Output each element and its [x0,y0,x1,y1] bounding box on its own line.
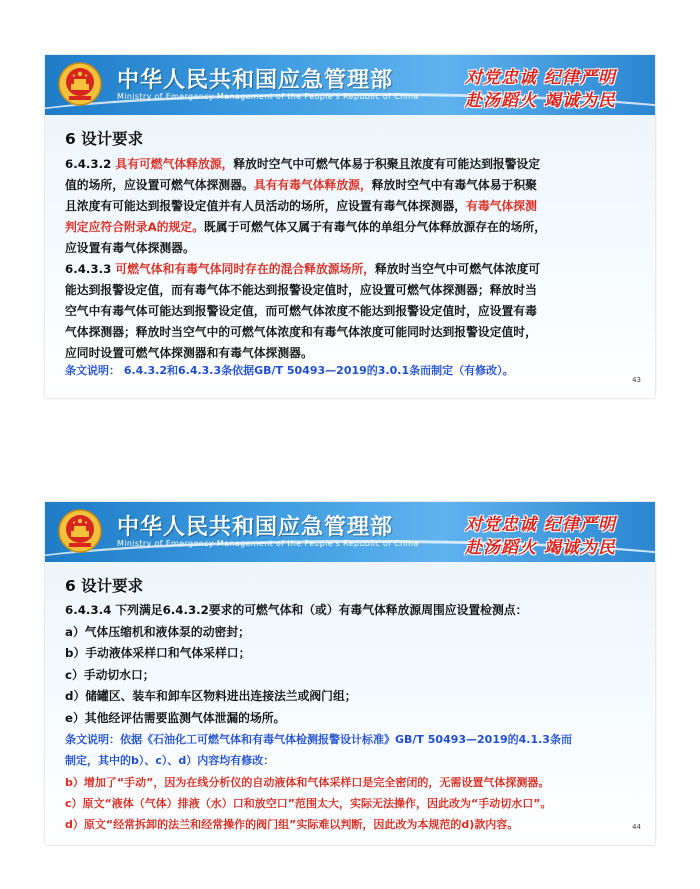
slogan-line-1: 对党忠诚 纪律严明 [465,515,616,535]
list-item: a）气体压缩机和液体泵的动密封； [65,624,250,639]
clause-note-line-2: 制定，其中的b）、c）、d）内容均有修改： [65,754,275,767]
slide-body [65,600,640,729]
revision-note-d: d）原文“经常拆卸的法兰和经常操作的阀门组”实际难以判断，因此改为本规范的d)款内容。 [65,818,519,831]
header-banner [45,55,655,115]
slogan-line-2: 赴汤蹈火 竭诚为民 [465,538,616,558]
national-emblem-icon [58,62,102,106]
section-title: 6 设计要求 [65,130,144,148]
text-line: 应设置有毒气体探测器。 [65,241,195,255]
list-item: b）手动液体采样口和气体采样口； [65,646,251,660]
text-line: 值的场所，应设置可燃气体探测器。具有有毒气体释放源，释放时空气中有毒气体易于积聚 [65,178,537,192]
list-item: c）手动切水口； [65,667,155,682]
slogan-line-1: 对党忠诚 纪律严明 [465,68,616,88]
national-emblem-icon [58,509,102,553]
slide-body [65,154,640,364]
page-number: 44 [632,823,641,831]
slide-43 [45,55,655,398]
section-title: 6 设计要求 [65,577,144,595]
text-line: 6.4.3.4 下列满足6.4.3.2要求的可燃气体和（或）有毒气体释放源周围应设置检测点： [65,603,528,617]
clause-note: 条文说明： 6.4.3.2和6.4.3.3条依据GB/T 50493—2019的3.0.1条而制定（有修改）。 [65,364,514,377]
text-line: 空气中有毒气体可能达到报警设定值，而可燃气体浓度不能达到报警设定值时，应设置有毒 [65,304,537,318]
revision-note-c: c）原文“液体（气体）排液（水）口和放空口”范围太大，实际无法操作，因此改为“手动切水口”。 [65,797,552,810]
list-item: e）其他经评估需要监测气体泄漏的场所。 [65,710,286,725]
page-number: 43 [632,376,641,384]
revision-note-b: b）增加了“手动”，因为在线分析仪的自动液体和气体采样口是完全密闭的，无需设置气体探测器。 [65,776,550,789]
text-line: 判定应符合附录A的规定。既属于可燃气体又属于有毒气体的单组分气体释放源存在的场所， [65,220,547,234]
list-item: d）储罐区、装车和卸车区物料进出连接法兰或阀门组； [65,689,357,703]
text-line: 且浓度有可能达到报警设定值并有人员活动的场所，应设置有毒气体探测器，有毒气体探测 [65,199,537,213]
text-line: 6.4.3.3 可燃气体和有毒气体同时存在的混合释放源场所，释放时当空气中可燃气体浓度可 [65,262,541,276]
slide-44 [45,502,655,845]
ministry-title-en: Ministry of Emergency Management of the People's Republic of China [117,539,419,548]
slogan-line-2: 赴汤蹈火 竭诚为民 [465,91,616,111]
clause-note-line-1: 条文说明：依据《石油化工可燃气体和有毒气体检测报警设计标准》GB/T 50493—2019的4.1.3条而 [65,733,572,746]
header-banner [45,502,655,562]
text-line: 能达到报警设定值，而有毒气体不能达到报警设定值时，应设置可燃气体探测器；释放时当 [65,283,537,297]
ministry-title: 中华人民共和国应急管理部 [117,68,394,93]
text-line: 应同时设置可燃气体探测器和有毒气体探测器。 [65,346,313,360]
ministry-title-en: Ministry of Emergency Management of the People's Republic of China [117,92,419,101]
ministry-title: 中华人民共和国应急管理部 [117,515,394,540]
text-line: 气体探测器；释放时当空气中的可燃气体浓度和有毒气体浓度可能同时达到报警设定值时， [65,325,537,339]
text-line: 6.4.3.2 具有可燃气体释放源，释放时空气中可燃气体易于积聚且浓度有可能达到报警设定 [65,157,541,171]
